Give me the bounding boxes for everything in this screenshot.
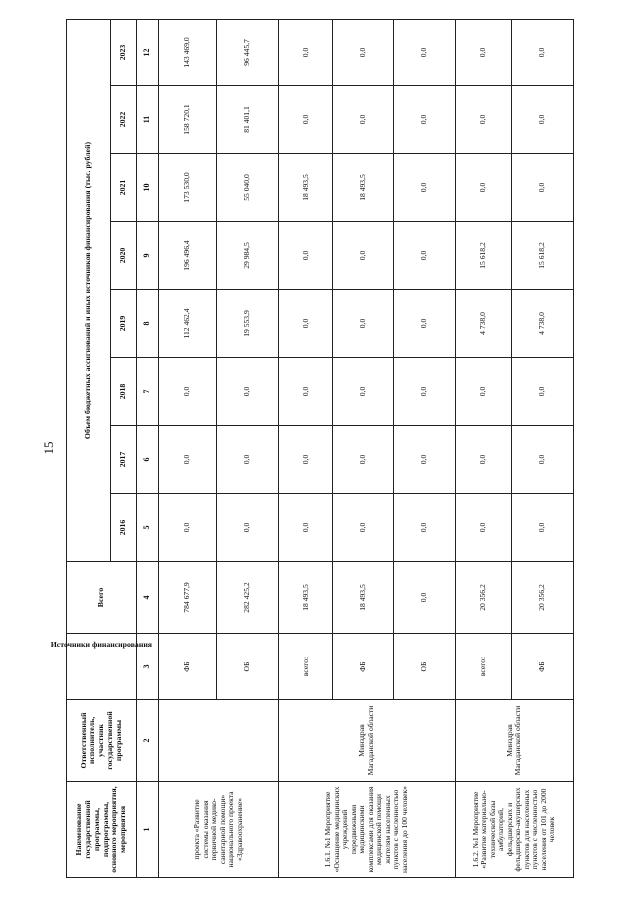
year-value-2019: 0,0 bbox=[393, 290, 455, 358]
funding-source: всего: bbox=[279, 634, 333, 700]
column-number: 2 bbox=[137, 700, 159, 782]
column-number: 5 bbox=[137, 494, 159, 562]
year-value-2023: 0,0 bbox=[279, 19, 333, 85]
year-value-2017: 0,0 bbox=[279, 426, 333, 494]
year-value-2020: 29 984,5 bbox=[217, 222, 279, 290]
year-value-2020: 0,0 bbox=[333, 222, 393, 290]
header-year-2019: 2019 bbox=[111, 290, 137, 358]
column-number: 1 bbox=[137, 782, 159, 878]
year-value-2021: 18 493,5 bbox=[333, 154, 393, 222]
year-value-2023: 0,0 bbox=[511, 19, 573, 85]
year-value-2020: 15 618,2 bbox=[511, 222, 573, 290]
header-source-label: Источники финансирования bbox=[50, 639, 153, 649]
responsible-executor bbox=[159, 700, 279, 782]
year-value-2020: 0,0 bbox=[393, 222, 455, 290]
funding-table bbox=[50, 19, 574, 878]
funding-source: ОБ bbox=[393, 634, 455, 700]
header-responsible: Ответственный исполнитель, участник государственной программы bbox=[67, 700, 137, 782]
total-value: 0,0 bbox=[393, 562, 455, 634]
funding-source: ФБ bbox=[333, 634, 393, 700]
year-value-2021: 173 530,0 bbox=[159, 154, 217, 222]
total-value: 282 425,2 bbox=[217, 562, 279, 634]
year-value-2021: 55 040,0 bbox=[217, 154, 279, 222]
column-number: 11 bbox=[137, 86, 159, 154]
header-source bbox=[50, 634, 153, 700]
column-number: 10 bbox=[137, 154, 159, 222]
table-row bbox=[279, 19, 333, 877]
year-value-2023: 0,0 bbox=[393, 19, 455, 85]
header-funding-group: Объем бюджетных ассигнований и иных источников финансирования (тыс. рублей) bbox=[67, 19, 111, 561]
year-value-2022: 0,0 bbox=[279, 86, 333, 154]
year-value-2022: 158 720,1 bbox=[159, 86, 217, 154]
year-value-2016: 0,0 bbox=[279, 494, 333, 562]
year-value-2018: 0,0 bbox=[333, 358, 393, 426]
year-value-2017: 0,0 bbox=[511, 426, 573, 494]
total-value: 784 677,9 bbox=[159, 562, 217, 634]
year-value-2018: 0,0 bbox=[511, 358, 573, 426]
year-value-2021: 18 493,5 bbox=[279, 154, 333, 222]
rotated-table-container bbox=[50, 20, 574, 878]
year-value-2019: 0,0 bbox=[279, 290, 333, 358]
column-number: 7 bbox=[137, 358, 159, 426]
column-number: 9 bbox=[137, 222, 159, 290]
year-value-2023: 96 445,7 bbox=[217, 19, 279, 85]
year-value-2021: 0,0 bbox=[393, 154, 455, 222]
year-value-2022: 0,0 bbox=[455, 86, 511, 154]
column-number: 6 bbox=[137, 426, 159, 494]
page-number: 15 bbox=[41, 441, 56, 455]
measure-name: проекта «Развитие системы оказания первичной медико-санитарной помощи» национального проекта «Здравоохранение» bbox=[159, 782, 279, 878]
column-number: 3 bbox=[137, 634, 159, 700]
year-value-2017: 0,0 bbox=[333, 426, 393, 494]
total-value: 20 356,2 bbox=[455, 562, 511, 634]
table-row bbox=[159, 19, 217, 877]
year-value-2017: 0,0 bbox=[393, 426, 455, 494]
total-value: 18 493,5 bbox=[333, 562, 393, 634]
column-number: 8 bbox=[137, 290, 159, 358]
responsible-executor: Минздрав Магаданской области bbox=[279, 700, 455, 782]
header-total: Всего bbox=[67, 562, 137, 634]
funding-source: ФБ bbox=[159, 634, 217, 700]
year-value-2018: 0,0 bbox=[393, 358, 455, 426]
table-row bbox=[455, 19, 511, 877]
year-value-2019: 19 553,9 bbox=[217, 290, 279, 358]
year-value-2018: 0,0 bbox=[159, 358, 217, 426]
year-value-2016: 0,0 bbox=[333, 494, 393, 562]
year-value-2020: 0,0 bbox=[279, 222, 333, 290]
header-year-2016: 2016 bbox=[111, 494, 137, 562]
year-value-2020: 15 618,2 bbox=[455, 222, 511, 290]
column-number: 4 bbox=[137, 562, 159, 634]
year-value-2016: 0,0 bbox=[511, 494, 573, 562]
funding-source: всего: bbox=[455, 634, 511, 700]
responsible-executor: Минздрав Магаданской области bbox=[455, 700, 573, 782]
year-value-2019: 0,0 bbox=[333, 290, 393, 358]
year-value-2018: 0,0 bbox=[279, 358, 333, 426]
year-value-2022: 0,0 bbox=[511, 86, 573, 154]
year-value-2019: 112 462,4 bbox=[159, 290, 217, 358]
year-value-2017: 0,0 bbox=[159, 426, 217, 494]
year-value-2016: 0,0 bbox=[217, 494, 279, 562]
year-value-2016: 0,0 bbox=[455, 494, 511, 562]
year-value-2022: 0,0 bbox=[333, 86, 393, 154]
header-year-2023: 2023 bbox=[111, 19, 137, 85]
year-value-2021: 0,0 bbox=[511, 154, 573, 222]
year-value-2023: 0,0 bbox=[333, 19, 393, 85]
year-value-2019: 4 738,0 bbox=[455, 290, 511, 358]
header-year-2018: 2018 bbox=[111, 358, 137, 426]
year-value-2022: 0,0 bbox=[393, 86, 455, 154]
year-value-2020: 196 496,4 bbox=[159, 222, 217, 290]
header-name: Наименование государственной программы, подпрограммы, основного мероприятия, мероприятия bbox=[67, 782, 137, 878]
year-value-2023: 0,0 bbox=[455, 19, 511, 85]
total-value: 18 493,5 bbox=[279, 562, 333, 634]
funding-source: ОБ bbox=[217, 634, 279, 700]
header-year-2021: 2021 bbox=[111, 154, 137, 222]
header-year-2017: 2017 bbox=[111, 426, 137, 494]
year-value-2017: 0,0 bbox=[217, 426, 279, 494]
year-value-2023: 143 469,0 bbox=[159, 19, 217, 85]
year-value-2018: 0,0 bbox=[455, 358, 511, 426]
measure-name: 1.6.1. №1 Мероприятие «Оснащение медицинских учреждений передвижными медицинскими комплексами для оказания медицинской помощи жителям населенных пунктов с численностью населения до 100 человек» bbox=[279, 782, 455, 878]
column-number: 12 bbox=[137, 19, 159, 85]
funding-source: ФБ bbox=[511, 634, 573, 700]
year-value-2022: 81 401,1 bbox=[217, 86, 279, 154]
year-value-2016: 0,0 bbox=[159, 494, 217, 562]
year-value-2016: 0,0 bbox=[393, 494, 455, 562]
year-value-2019: 4 738,0 bbox=[511, 290, 573, 358]
header-year-2020: 2020 bbox=[111, 222, 137, 290]
year-value-2021: 0,0 bbox=[455, 154, 511, 222]
year-value-2017: 0,0 bbox=[455, 426, 511, 494]
total-value: 20 356,2 bbox=[511, 562, 573, 634]
year-value-2018: 0,0 bbox=[217, 358, 279, 426]
header-year-2022: 2022 bbox=[111, 86, 137, 154]
measure-name: 1.6.2. №1 Мероприятие «Развитие материально-технической базы амбулаторий, фельдшерских и фельдшерско-акушерских пунктов для населенных пунктов с численностью населения от 101 до 2000 человек bbox=[455, 782, 573, 878]
